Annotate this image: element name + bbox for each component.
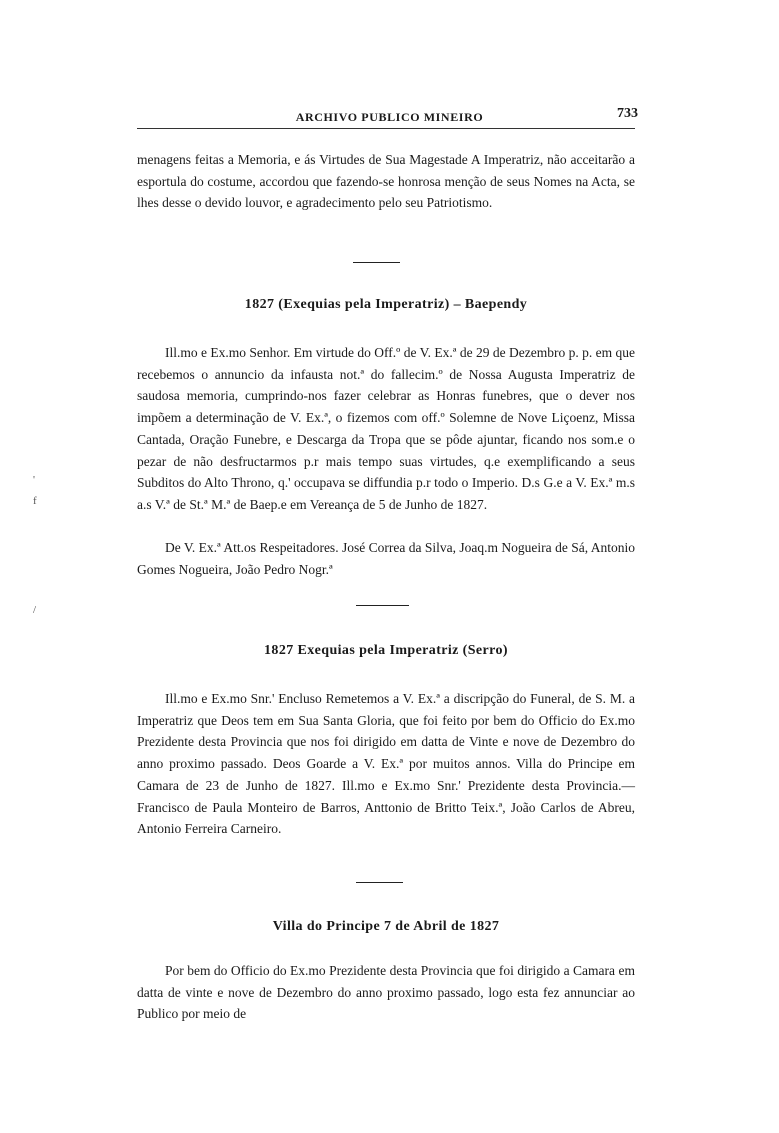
intro-paragraph: menagens feitas a Memoria, e ás Virtudes de Sua Magestade A Imperatriz, não acceitarão a esportula do costume, accordou que fazendo-se honrosa menção de seus Nomes na Acta, se lhes desse o devido louvor, e agradecimento pelo seu Patriotismo. (137, 152, 635, 211)
section-divider (356, 882, 403, 883)
margin-mark: ' (33, 474, 35, 486)
header-divider (137, 128, 635, 129)
section-heading-serro: 1827 Exequias pela Imperatriz (Serro) (264, 643, 508, 658)
section-heading-baependy: 1827 (Exequias pela Imperatriz) – Baependy (244, 297, 528, 312)
section-divider (353, 262, 400, 263)
section-heading-villa-do-principe: Villa do Principe 7 de Abril de 1827 (272, 919, 500, 934)
section-signatures-baependy: De V. Ex.ª Att.os Respeitadores. José Correa da Silva, Joaq.m Nogueira de Sá, Antonio Gomes Nogueira, João Pedro Nogr.ª (137, 540, 635, 577)
page-number: 733 (617, 106, 638, 121)
section-body-serro: Ill.mo e Ex.mo Snr.' Encluso Remetemos a V. Ex.ª a discripção do Funeral, de S. M. a Imperatriz que Deos tem em Sua Santa Gloria, que foi feito por bem do Officio do Ex.mo Prezidente desta Provincia que nos foi dirigido em datta de Vinte e nove de Dezembro do anno proximo passado. Deos Goarde a V. Ex.ª por muitos annos. Villa do Principe em Camara de 23 de Junho de 1827. Ill.mo e Ex.mo Snr.' Prezidente desta Provincia.— Francisco de Paula Monteiro de Barros, Anttonio de Britto Teix.ª, João Carlos de Abreu, Antonio Ferreira Carneiro. (137, 691, 635, 837)
section-divider (356, 605, 409, 606)
section-body-baependy: Ill.mo e Ex.mo Senhor. Em virtude do Off.º de V. Ex.ª de 29 de Dezembro p. p. em que recebemos o annuncio da infausta not.ª do fallecim.º de Nossa Augusta Imperatriz de saudosa memoria, cumprindo-nos fazer celebrar as Honras funebres, que o dever nos impõem a determinação de V. Ex.ª, o fizemos com off.º Solemne de Nove Liçoenz, Missa Cantada, Oração Funebre, e Descarga da Tropa que se pôde ajuntar, ficando nos som.e o pezar de não desfructarmos p.r mais tempo suas virtudes, q.e exemplificando a seus Subditos do Alto Throno, q.' occupava se diffundia p.r todo o Imperio. D.s G.e a V. Ex.ª m.s a.s V.ª de St.ª M.ª de Baep.e em Vereança de 5 de Junho de 1827. (137, 345, 635, 512)
margin-mark: f (33, 495, 37, 507)
margin-mark: / (33, 604, 37, 616)
running-header-title: ARCHIVO PUBLICO MINEIRO (295, 110, 484, 124)
section-body-villa-do-principe: Por bem do Officio do Ex.mo Prezidente desta Provincia que foi dirigido a Camara em datta de vinte e nove de Dezembro do anno proximo passado, logo esta fez annunciar ao Publico por meio de (137, 963, 635, 1022)
